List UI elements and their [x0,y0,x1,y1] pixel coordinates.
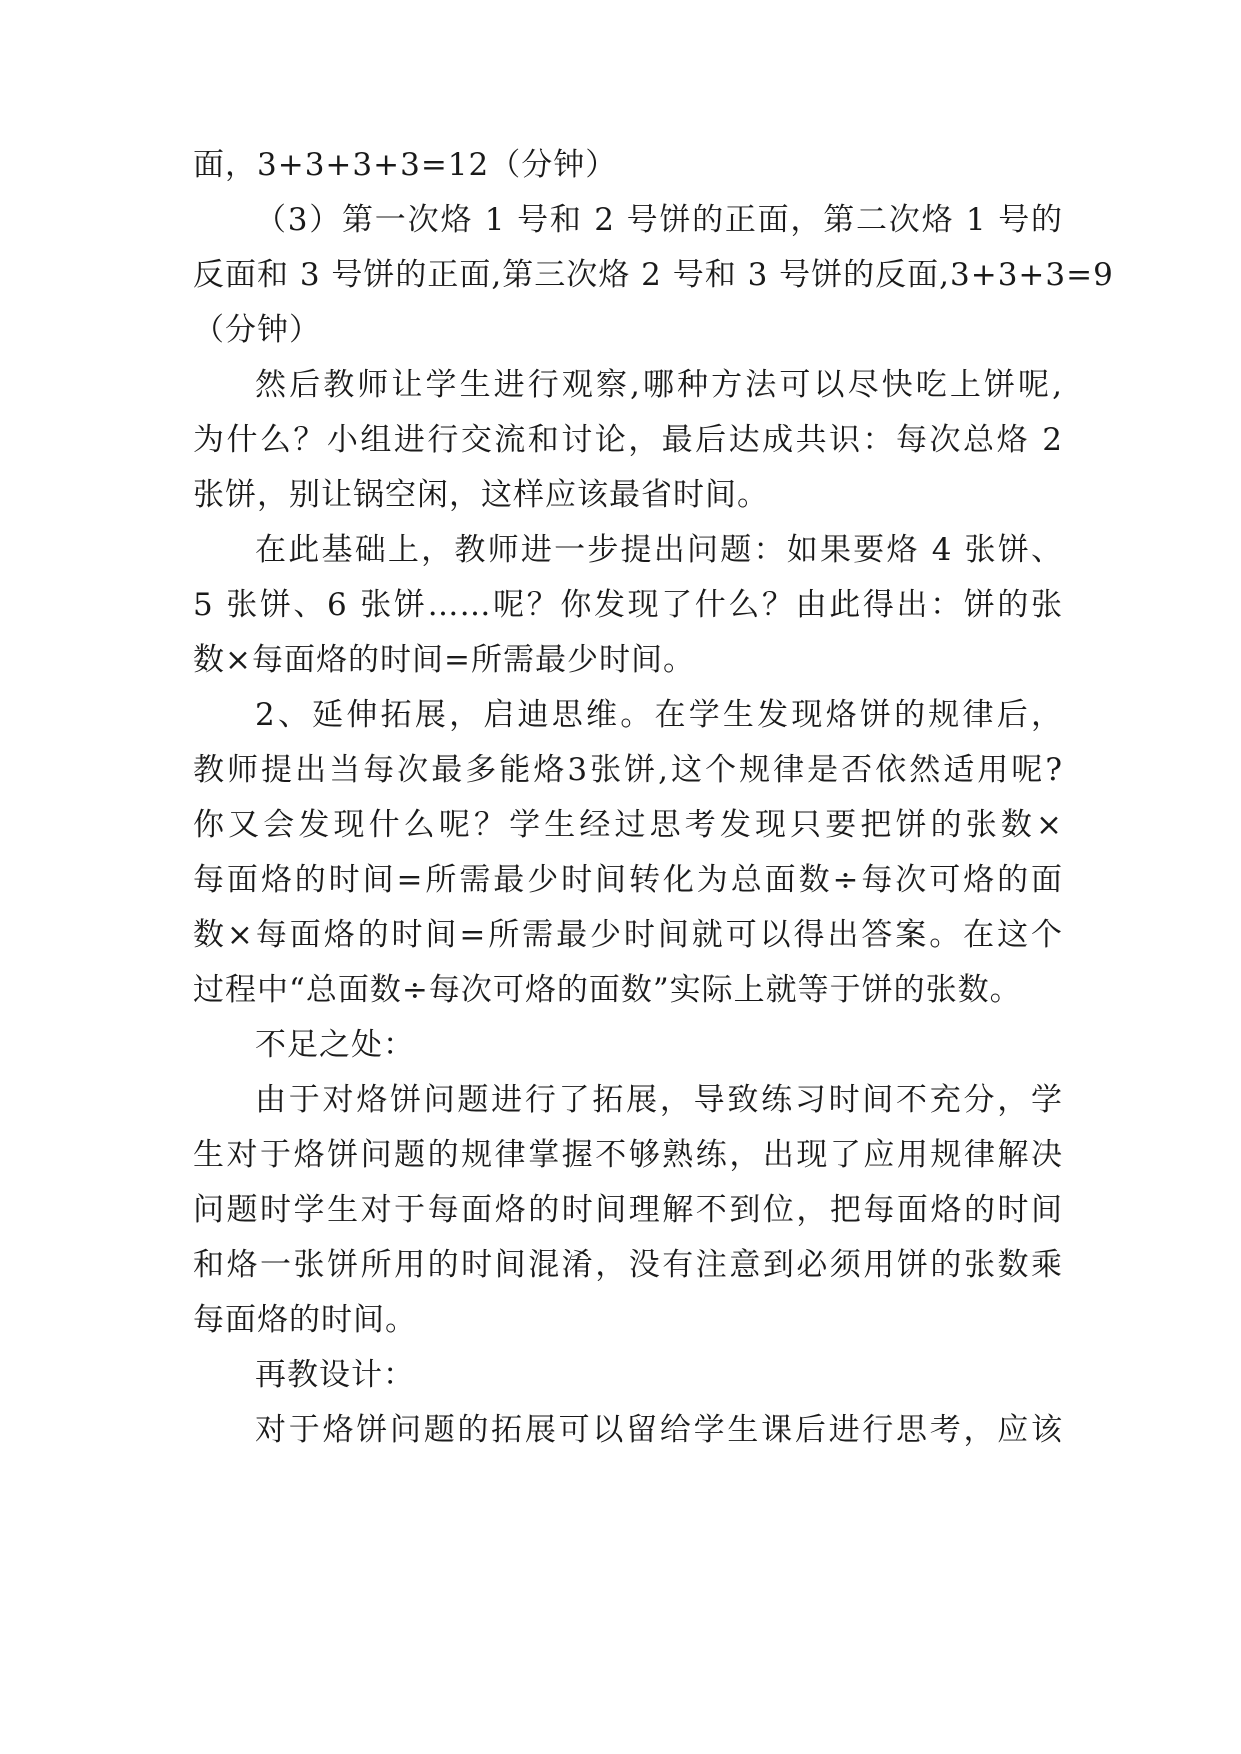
text-line: （分钟） [193,312,321,348]
section-heading: 再教设计： [255,1357,415,1393]
text-line: 教师提出当每次最多能烙3张饼,这个规律是否依然适用呢? [193,752,1063,788]
text-line: 面，3+3+3+3=12（分钟） [193,147,618,183]
text-line: 和烙一张饼所用的时间混淆，没有注意到必须用饼的张数乘 [193,1247,1063,1283]
section-heading: 不足之处： [255,1027,415,1063]
text-line: 为什么？小组进行交流和讨论，最后达成共识：每次总烙 2 [193,422,1063,458]
text-line: 每面烙的时间。 [193,1302,417,1338]
text-line: 生对于烙饼问题的规律掌握不够熟练，出现了应用规律解决 [193,1137,1063,1173]
text-line: 在此基础上，教师进一步提出问题：如果要烙 4 张饼、 [255,532,1063,568]
text-line: 数×每面烙的时间=所需最少时间。 [193,642,695,678]
text-line: 过程中“总面数÷每次可烙的面数”实际上就等于饼的张数。 [193,972,1022,1008]
text-line: 数×每面烙的时间=所需最少时间就可以得出答案。在这个 [193,917,1063,953]
text-line: （3）第一次烙 1 号和 2 号饼的正面，第二次烙 1 号的 [255,202,1063,238]
text-line: 由于对烙饼问题进行了拓展，导致练习时间不充分，学 [255,1082,1063,1118]
text-line: 然后教师让学生进行观察,哪种方法可以尽快吃上饼呢, [255,367,1063,403]
text-line: 问题时学生对于每面烙的时间理解不到位，把每面烙的时间 [193,1192,1063,1228]
text-line: 对于烙饼问题的拓展可以留给学生课后进行思考，应该 [255,1412,1063,1448]
text-line: 张饼，别让锅空闲，这样应该最省时间。 [193,477,769,513]
text-line: 2、延伸拓展，启迪思维。在学生发现烙饼的规律后， [255,697,1063,733]
text-line: 5 张饼、6 张饼……呢？你发现了什么？由此得出：饼的张 [193,587,1063,623]
text-line: 你又会发现什么呢？学生经过思考发现只要把饼的张数× [193,807,1063,843]
text-line: 每面烙的时间=所需最少时间转化为总面数÷每次可烙的面 [193,862,1063,898]
text-line: 反面和 3 号饼的正面,第三次烙 2 号和 3 号饼的反面,3+3+3=9 [193,257,1114,293]
